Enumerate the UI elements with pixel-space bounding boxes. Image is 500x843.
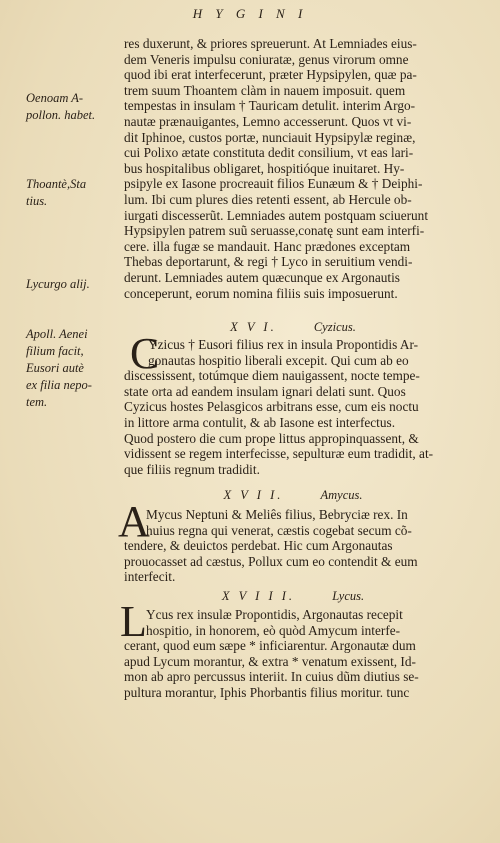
section-name: Amycus.: [320, 488, 363, 502]
margin-note: tius.: [26, 194, 48, 208]
drop-cap: C: [130, 329, 160, 378]
text-line: in littore arma contulit, & ab Iasone est interfectus.: [124, 414, 396, 430]
text-line: cui Polixo ætate constituta dedit consilium, vt eas lari-: [124, 145, 414, 161]
section-name: Cyzicus.: [313, 320, 356, 334]
section-text: [124, 607, 462, 701]
text-line: quod ibi erat interfecerunt, præter Hypsipylen, quæ pa-: [124, 67, 417, 83]
margin-note: filium facit,: [26, 344, 84, 358]
text-line: cere. illa fugæ se mandauit. Hanc prædones exceptam: [124, 238, 411, 254]
text-line: lum. Ibi cum plures dies retenti essent, ab Hercule ob-: [124, 191, 412, 207]
section-number: X V I I I.: [221, 589, 296, 603]
text-line: tempestas in insulam † Tauricam detulit. interim Argo-: [124, 98, 416, 114]
margin-note: ex filia nepo-: [26, 378, 92, 392]
drop-cap: L: [120, 597, 147, 646]
text-line: huius regna qui venerat, cæstis cogebat secum cõ-: [146, 522, 412, 538]
text-line: tendere, & deuictos perdebat. Hic cum Argonautas: [124, 538, 393, 554]
text-line: hospitio, in honorem, eò quòd Amycum interfe-: [146, 622, 401, 638]
section-number: X V I I.: [223, 488, 284, 502]
text-line: prouocasset ad cæstus, Pollux cum eo contendit & eum: [124, 553, 418, 569]
top-text-block: [124, 36, 462, 301]
text-line: dit Iphinoe, custos portæ, nunciauit Hypsipylæ reginæ,: [124, 129, 416, 145]
text-line: que filiis regnum tradidit.: [124, 461, 260, 477]
running-head: H Y G I N I: [192, 6, 308, 21]
text-line: psipyle ex Iasone procreauit filios Eunæum & † Deiphi-: [124, 176, 423, 192]
text-line: Hypsipylen patrem suũ seruasse,conatę sunt eam interfi-: [124, 223, 425, 239]
text-line: Ycus rex insulæ Propontidis, Argonautas recepit: [146, 607, 403, 622]
margin-note: pollon. habet.: [26, 108, 96, 122]
text-line: state orta ad eandem insulam ignari delati sunt. Quos: [124, 383, 406, 399]
section-heading: [124, 320, 462, 335]
text-line: dem Veneris impulsu coniuratæ, genus virorum omne: [124, 51, 409, 67]
margin-note: Thoantè,Sta: [26, 177, 87, 191]
text-line: Yzicus † Eusori filius rex in insula Propontidis Ar-: [148, 337, 419, 352]
text-line: vidissent se regem interfecisse, sepulturæ eum tradidit, at-: [124, 446, 434, 462]
text-line: Quod postero die cum prope littus appropinquassent, &: [124, 430, 419, 446]
margin-note: tem.: [26, 395, 48, 409]
text-line: cerant, quod eum sæpe * inficiarentur. Argonautæ dum: [124, 638, 416, 654]
text-line: Thebas deportarunt, & regi † Lyco in seruitium vendi-: [124, 254, 413, 270]
section-heading: [124, 589, 462, 604]
text-line: derunt. Lemniades autem quæcunque ex Argonautis: [124, 269, 400, 285]
text-line: conceperunt, eorum nomina filiis suis imposuerunt.: [124, 285, 398, 301]
section-heading: [124, 488, 462, 503]
text-line: nautæ prænauigantes, Lemno accesserunt. Quos vt vi-: [124, 113, 412, 129]
text-line: bus hospitalibus obligaret, hospitióque inuitaret. Hy-: [124, 160, 405, 176]
text-line: Cyzicus hostes Pelasgicos arbitrans esse, cum eis noctu: [124, 399, 419, 415]
margin-note: Lycurgo alij.: [26, 277, 90, 291]
text-line: Mycus Neptuni & Meliês filius, Bebryciæ rex. In: [146, 507, 408, 522]
section-text: [124, 337, 462, 477]
margin-note: Apoll. Aenei: [26, 327, 88, 341]
section-number: X V I.: [230, 320, 277, 334]
text-line: apud Lycum morantur, & extra * venatum exissent, Id-: [124, 653, 416, 669]
margin-note: Oenoam A-: [26, 91, 84, 105]
text-line: gonautas hospitio liberali excepit. Qui cum ab eo: [148, 352, 409, 368]
text-line: pultura morantur, Iphis Phorbantis filius moritur. tunc: [124, 684, 410, 700]
section-text: [124, 507, 462, 585]
text-line: interfecit.: [124, 569, 176, 585]
text-line: mon ab apro percussus interiit. In cuius dũm diutius se-: [124, 669, 419, 685]
text-line: discessissent, totúmque diem nauigassent, nocte tempe-: [124, 368, 420, 384]
text-line: iurgati discesserũt. Lemniades autem postquam sciuerunt: [124, 207, 429, 223]
drop-cap: A: [118, 497, 150, 546]
text-line: res duxerunt, & priores spreuerunt. At Lemniades eius-: [124, 36, 417, 51]
text-line: trem suum Thoantem clàm in nauem imposuit. quem: [124, 82, 406, 98]
section-name: Lycus.: [332, 589, 365, 603]
margin-note: Eusori autè: [26, 361, 84, 375]
